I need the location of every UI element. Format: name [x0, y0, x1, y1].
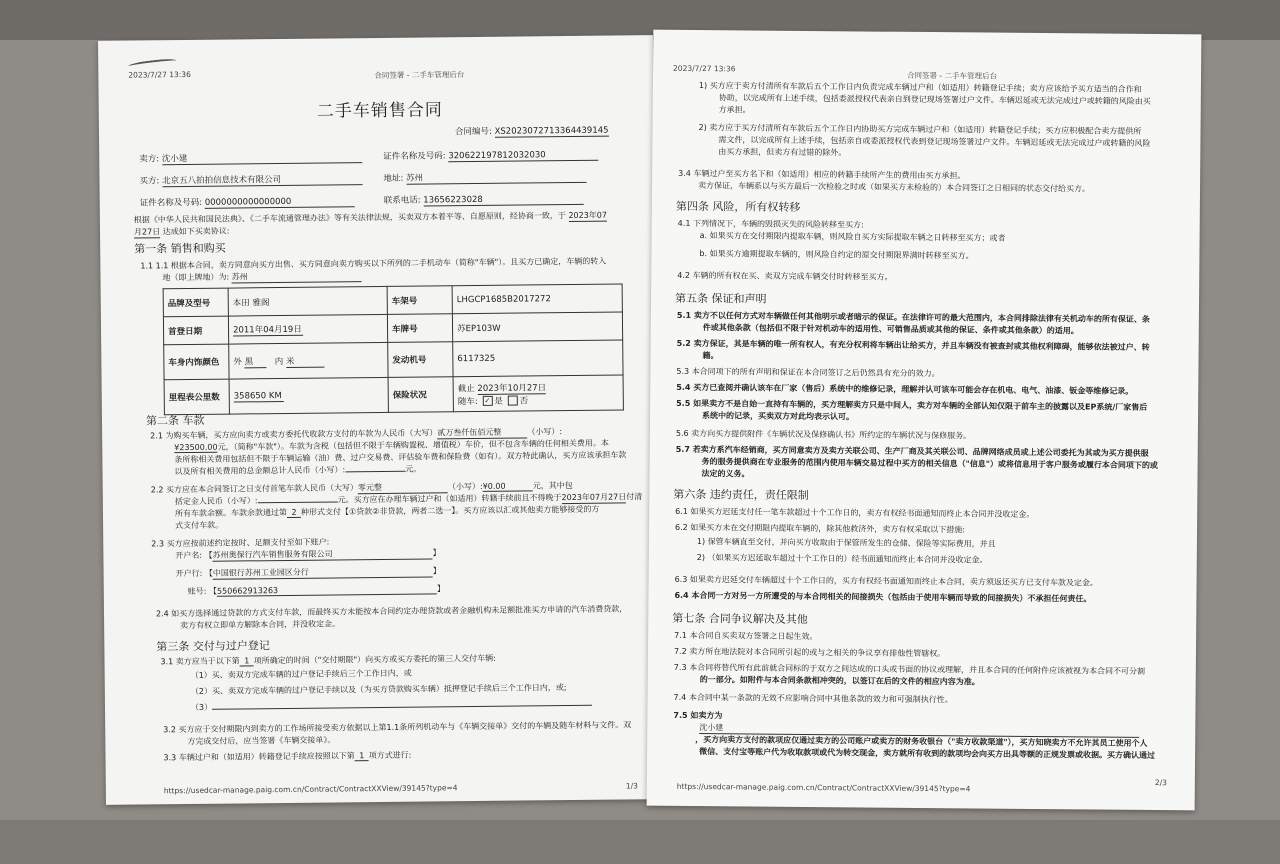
- clause-3-1-option-1: （1）买、卖双方完成车辆的过户登记手续后三个工作日内，或: [190, 668, 412, 680]
- print-date: 2023/7/27 13:36: [673, 63, 736, 74]
- contract-page-1: [98, 35, 661, 805]
- clause-3-3-2-line3: 由买方承担，但卖方有过错的除外。: [718, 147, 847, 158]
- brand-label: 品牌及型号: [163, 288, 228, 317]
- clause-3-2-line1: 3.2 买方应于交付期限内到卖方的工作场所接受卖方依据以上第1.1条所列机动车与《车辆交接单》交付的车辆及随车材料与文件。双: [163, 720, 632, 735]
- page-url: https://usedcar-manage.paig.com.cn/Contract/ContractXXView/39145?type=4: [676, 781, 971, 794]
- print-header: 合同签署 - 二手车管理后台: [906, 70, 998, 81]
- color-label: 车身内饰颜色: [164, 344, 229, 380]
- clause-7-5-line2: ，买方向卖方支付的款项应仅通过卖方的公司账户或卖方的财务收银台（"卖方收款渠道"），买方知晓卖方不允许其员工使用个人: [695, 735, 1148, 748]
- clause-6-2-2: 2) （如果买方迟延取车超过十个工作日的）经书面通知而终止本合同并没收定金。: [696, 553, 988, 565]
- clause-1-1-line1: 1.1 1.1 根据本合同，卖方同意向买方出售、买方同意向卖方购买以下所列的二手机动车（简称"车辆"）。且买方已确定，车辆的转入: [140, 256, 607, 271]
- clause-3-3-1-line3: 方承担。: [718, 105, 751, 115]
- clause-5-1-line1: 5.1 卖方不以任何方式对车辆做任何其他明示或者暗示的保证。在法律许可的最大范围内，本合同排除法律有关机动车的所有保证、条: [676, 310, 1150, 324]
- clause-2-1-line2: ¥23500.00元，（简称"车款"）。车款为含税（包括但不限于车辆购置税、增值税）车价，但不包含车辆的任何相关费用。本: [174, 438, 609, 453]
- engine-label: 发动机号: [388, 342, 453, 378]
- clause-3-3-1-line1: 1) 买方应于卖方付清所有车款后五个工作日内负责完成车辆过户和（如适用）转籍登记手续；卖方应该给予买方适当的合作和: [698, 81, 1142, 94]
- clause-2-1-line1: 2.1 为购买车辆，买方应向卖方或卖方委托代收款方支付的车款为人民币（大写）贰万叁仟伍佰元整 （小写）:: [150, 427, 563, 441]
- section-4-title: 第四条 风险，所有权转移: [675, 199, 801, 214]
- clause-2-4-line2: 卖方有权立即单方解除本合同，并没收定金。: [180, 619, 341, 631]
- clause-4-1-a: a. 如果买方在交付期限内提取车辆，则风险自买方实际提取车辆之日转移至买方；或者: [699, 231, 1006, 243]
- clause-3-4-line1: 3.4 车辆过户至买方名下和（如适用）相应的转籍手续所产生的费用由买方承担。: [678, 168, 966, 181]
- reg-date-label: 首登日期: [163, 316, 228, 345]
- clause-3-3-2-line2: 需文件，以完成所有上述手续，包括亲自或委派授权代表到登记现场签署过户文件。车辆迟延或无法完成过户或转籍的风险: [718, 135, 1151, 148]
- vin-label: 车架号: [387, 286, 452, 315]
- engine-value: 6117325: [453, 340, 623, 377]
- clause-2-2-line4: 式支付车款。: [175, 520, 224, 531]
- clause-2-2-line3: 所有车款余额。车款余款通过第 2 种形式支付【①贷款②非贷款，两者二选一】。买方应该以汇或其他卖方能够接受的方: [174, 504, 600, 519]
- clause-2-1-line3: 条所称相关费用包括但不限于车辆运输（油）费、过户交易费、评估验车费和保险费（如有）。双方特此确认，买方应该承担车款: [174, 450, 627, 465]
- vehicle-info-table: [163, 283, 624, 415]
- clause-1-1-line2: 地（即上牌地）为: 苏州: [162, 270, 361, 284]
- pen-mark: [128, 58, 176, 69]
- insurance-label: 保险状况: [388, 377, 453, 413]
- section-2-title: 第二条 车款: [145, 413, 205, 428]
- phone-row: 联系电话: 13656223028: [384, 192, 584, 207]
- seller-row: 卖方: 沈小建: [139, 150, 362, 165]
- plate-value: 苏EP103W: [452, 312, 622, 342]
- clause-7-2: 7.2 卖方所在地法院对本合同所引起的或与之相关的争议享有排他性管辖权。: [673, 646, 946, 659]
- print-header: 合同签署 - 二手车管理后台: [374, 70, 465, 81]
- clause-3-3-2-line1: 2) 卖方应于买方付清所有车款后五个工作日内协助买方完成车辆过户和（如适用）转籍登记手续；买方应积极配合卖方提供所: [698, 123, 1142, 136]
- preamble-line2: 月27日 达成如下买卖协议:: [133, 226, 230, 237]
- bank-row: 开户行: 【中国银行苏州工业园区分行 】: [175, 566, 441, 579]
- clause-7-4: 7.4 本合同中某一条款的无效不应影响合同中其他条款的效力和可强制执行性。: [673, 692, 953, 705]
- clause-2-2-line2: 括定金人民币（小写）: 元。买方应在办理车辆过户和（如适用）转籍手续前且不得晚于2023年07月27日付清: [174, 492, 643, 507]
- section-6-title: 第六条 违约责任，责任限制: [673, 487, 809, 502]
- clause-2-4-line1: 2.4 如买方选择通过贷款的方式支付车款，而最终买方未能按本合同约定办理贷款或者金融机构未足额批准买方申请的汽车消费贷款，: [155, 604, 628, 619]
- page-number: 1/3: [625, 781, 638, 791]
- clause-5-7-line3: 法定的义务。: [701, 469, 750, 479]
- section-3-title: 第三条 交付与过户登记: [156, 639, 270, 654]
- checkbox-no-icon: [508, 396, 518, 406]
- account-number-row: 账号: 【550662913263 】: [187, 584, 446, 597]
- clause-3-1-option-2: （2）买、卖双方完成车辆的过户登记手续以及（为买方贷款购买车辆）抵押登记手续后三个工作日内，或;: [190, 683, 567, 696]
- clause-5-6: 5.6 卖方向买方提供附件《车辆状况及保修确认书》所约定的车辆状况与保修服务。: [675, 428, 972, 441]
- clause-7-3-line2: 的一部分。如附件与本合同条款相冲突的，以签订在后的文件的相应内容为准。: [699, 675, 980, 687]
- clause-7-3-line1: 7.3 本合同将替代所有此前就合同标的于双方之间达成的口头或书面的协议或理解，并且本合同的任何附件应该被视为本合同不可分割: [673, 662, 1146, 676]
- clause-3-3-1-line2: 协助，以完成所有上述手续，包括委派授权代表亲自到登记现场签署过户文件。车辆迟延或无法完成过户或转籍的风险由买: [718, 93, 1151, 106]
- clause-6-2: 6.2 如果买方未在交付期限内提取车辆的，除其他救济外，卖方有权采取以下措施:: [675, 522, 966, 535]
- clause-6-1: 6.1 如果买方迟延支付任一笔车款超过十个工作日的，卖方有权经书面通知而终止本合同并没收定金。: [675, 506, 1035, 519]
- clause-3-1: 3.1 卖方应当于以下第 1 项所确定的时间（"交付期限"）向买方或买方委托的第三人交付车辆:: [160, 653, 496, 667]
- clause-7-1: 7.1 本合同自买卖双方签署之日起生效。: [674, 630, 818, 642]
- clause-4-1-b: b. 如果买方逾期提取车辆的，则风险自约定的原交付期限界满时转移至买方。: [699, 249, 974, 261]
- clause-5-1-line2: 件或其他条款（包括但不限于针对机动车的适用性、可销售品质或其他的保证、条件或其他条款）的适用。: [702, 323, 1079, 336]
- color-value: 外 黑 内 米: [229, 342, 388, 379]
- checkbox-yes-checked-icon: ✓: [482, 396, 492, 406]
- plate-label: 车牌号: [387, 314, 452, 343]
- clause-5-7-line1: 5.7 若卖方系汽车经销商，买方同意卖方及卖方关联公司、生产厂商及其关联公司、品牌网络成员或上述公司委托为其或为买方提供服: [675, 444, 1149, 458]
- preamble-line1: 根据《中华人民共和国民法典》、《二手车流通管理办法》等有关法律法规，买卖双方本着平等、自愿原则，经协商一致，于 2023年07: [133, 210, 608, 225]
- reg-date-value: 2011年04月19日: [228, 314, 387, 344]
- clause-5-3: 5.3 本合同项下的所有声明和保证在本合同签订之后仍然具有充分的效力。: [676, 366, 940, 379]
- contract-title: 二手车销售合同: [316, 100, 443, 122]
- clause-6-3: 6.3 如果卖方迟延交付车辆超过十个工作日的，买方有权经书面通知而终止本合同，卖方须返还买方已支付车款及定金。: [674, 574, 1098, 588]
- clause-2-1-line4: 以及所有相关费用的总金额总计人民币（小写）: 元。: [174, 464, 422, 477]
- clause-5-5-line1: 5.5 如果卖方不是自始一直持有车辆的，买方理解卖方只是中间人，卖方对车辆的全部认知仅限于前车主的披露以及EP系统/厂家售后: [676, 398, 1148, 412]
- section-5-title: 第五条 保证和声明: [674, 291, 767, 306]
- clause-7-5-name: 沈小建: [699, 722, 1139, 738]
- clause-6-4: 6.4 本合同一方对另一方所遭受的与本合同相关的间接损失（包括由于使用车辆而导致的间接损失）不承担任何责任。: [674, 590, 1092, 604]
- clause-2-3: 2.3 买方应按前述约定按时、足额支付至如下账户:: [151, 537, 330, 549]
- clause-5-7-line2: 务的服务提供商在专业服务的范围内使用车辆交易过程中买方的相关信息（"信息"）或将信息用于客户服务或履行本合同项下的或: [701, 457, 1158, 471]
- page-number: 2/3: [1154, 778, 1167, 788]
- clause-4-2: 4.2 车辆的所有权在买、卖双方完成车辆交付时转移至买方。: [677, 270, 893, 282]
- clause-5-5-line2: 系统中的记录，买卖双方对此均表示认可。: [701, 411, 855, 422]
- clause-6-2-1: 1) 保管车辆直至交付，并向买方收取由于保管所发生的仓储、保险等实际费用，并且: [696, 537, 996, 549]
- background-bottom: [0, 820, 1280, 864]
- clause-3-3: 3.3 车辆过户和（如适用）转籍登记手续应按照以下第 1 项方式进行:: [163, 750, 412, 763]
- account-name-row: 开户名: 【苏州奥保行汽车销售服务有限公司 】: [175, 548, 441, 561]
- clause-5-2-line1: 5.2 卖方保证，其是车辆的唯一所有权人，有充分权利将车辆出让给买方，并且车辆没有被查封或其他权利障碍，能够依法被过户、转: [676, 338, 1150, 352]
- contract-number: 合同编号: XS2023072713364439145: [454, 125, 609, 138]
- brand-value: 本田 雅阁: [228, 286, 387, 316]
- address-row: 地址: 苏州: [383, 170, 586, 185]
- clause-5-2-line2: 籍。: [702, 351, 719, 361]
- clause-7-5-line1: 7.5 如卖方为: [673, 710, 723, 721]
- clause-2-2-line1: 2.2 买方应在本合同签订之日支付首笔车款人民币（大写）零元整 （小写）:¥0.00 元，其中包: [150, 480, 573, 495]
- buyer-id-row: 证件名称及号码: 0000000000000000: [140, 194, 355, 209]
- page-url: https://usedcar-manage.paig.com.cn/Contract/ContractXXView/39145?type=4: [163, 783, 458, 796]
- insurance-value: 截止 2023年10月27日 随车: ✓ 是 否: [453, 375, 623, 412]
- clause-5-4: 5.4 买方已查阅并确认该车在厂家（售后）系统中的维修记录，理解并认可该车可能会存在机电、电气、油漆、钣金等维修记录。: [676, 382, 1134, 396]
- clause-3-4-line2: 卖方保证，车辆系以与买方最后一次检验之时或（如果买方未检验的）本合同签订之日相同的状态交付给买方。: [697, 181, 1091, 194]
- contract-page-2: [647, 30, 1202, 811]
- seller-id-row: 证件名称及号码: 320622197812032030: [383, 148, 598, 163]
- print-date: 2023/7/27 13:36: [128, 69, 191, 80]
- mileage-label: 里程表公里数: [164, 379, 229, 415]
- clause-4-1: 4.1 下列情况下，车辆的毁损灭失的风险转移至买方:: [677, 218, 864, 230]
- clause-3-1-option-3: （3）: [191, 698, 592, 713]
- section-7-title: 第七条 合同争议解决及其他: [672, 611, 808, 626]
- buyer-row: 买方: 北京五八拍拍信息技术有限公司: [139, 172, 362, 187]
- clause-3-2-line2: 方完成交付后，应当签署《车辆交接单》。: [187, 735, 336, 747]
- section-1-title: 第一条 销售和购买: [134, 241, 226, 256]
- vin-value: LHGCP1685B2017272: [452, 284, 622, 314]
- clause-7-5-line3: 微信、支付宝等账户代为收取款项或代为转交现金，卖方就所有收到的款项均会向买方出具等额的正规发票或收据。买方确认通过: [699, 747, 1156, 761]
- mileage-value: 358650 KM: [229, 377, 388, 414]
